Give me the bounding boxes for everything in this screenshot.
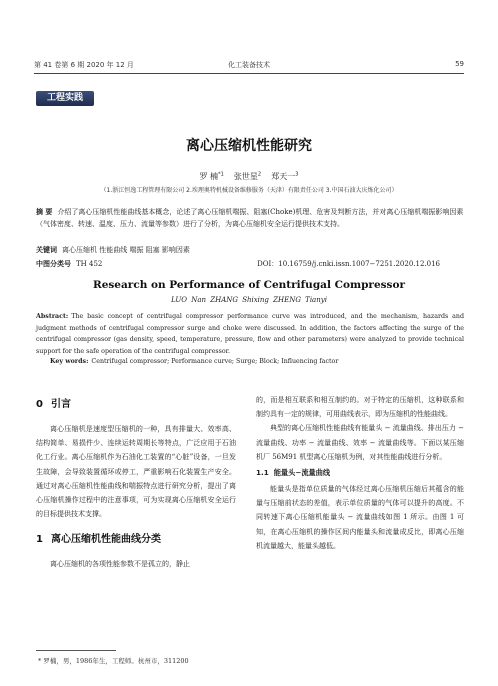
keywords-cn-label: 关键词 [36, 246, 57, 254]
abstract-en-text: The basic concept of centrifugal compressor performance curve was introduced, and the mechanism, hazards and judgment methods of centrifugal compressor surge and choke were discussed. In addition, the factors affecting the surge of the centrifugal compressor (gas density, speed, temperature, pressure, flow and other parameters) were analyzed to provide technical support for the safe operation of the centrifugal compressor. [36, 313, 464, 356]
affiliations: （1.浙江恒逸工程管理有限公司 2.埃理奥特机械设备维修服务（天津）有限责任公司 3.中国石油大庆炼化公司） [100, 187, 398, 194]
keywords-en-text: Centrifugal compressor; Performance curve; Surge; Block; Influencing factor [91, 358, 339, 365]
classification-label: 中图分类号 [36, 260, 71, 268]
authors-en: LUO Nan ZHANG Shixing ZHENG Tianyi [171, 296, 327, 304]
classification [36, 259, 464, 269]
doi: DOI：10.16759/j.cnki.issn.1007−7251.2020.12.016 [257, 260, 440, 268]
author-sup: 3 [295, 171, 299, 178]
author-name: 罗 楠 [199, 172, 219, 181]
keywords-en-label: Key words: [50, 358, 89, 365]
issue-info: 第 41 卷第 6 期 2020 年 12 月 [34, 61, 134, 69]
body-column-right [256, 393, 464, 553]
right-paragraph-2: 典型的离心压缩机性能曲线有能量头 − 流量曲线、排出压力 − 流量曲线、功率 − 流量曲线、效率 − 流量曲线等。下面以某压缩机厂 56M91 机型离心压缩机为例，对其性能曲线进行分析。 [256, 424, 464, 461]
abstract-en-label: Abstract: [36, 313, 69, 320]
right-paragraph-3: 能量头是指单位质量的气体经过离心压缩机压缩后其蕴含的能量与压缩前状态的差值，表示单位质量的气体可以提升的高度。不同转速下离心压缩机能量头 − 流量曲线如图 1 所示。由图 1 可知，在离心压缩机的操作区间内能量头和流量成反比，即离心压缩机流量越大，能量头越低。 [256, 485, 464, 550]
section1-paragraph: 离心压缩机的各项性能参数不是孤立的，静止 [50, 560, 190, 569]
footnote-rule [36, 650, 116, 651]
abstract-en [36, 311, 464, 358]
section-title: 引言 [50, 399, 71, 410]
page-number: 59 [455, 60, 464, 68]
section-number: 0 [36, 399, 43, 410]
classification-value: TH 452 [76, 260, 103, 268]
subsection-title: 能量头−流量曲线 [273, 468, 331, 478]
section-number: 1 [36, 534, 43, 546]
journal-name: 化工装备技术 [228, 61, 270, 69]
abstract-cn-text: 介绍了离心压缩机性能曲线基本概念，论述了离心压缩机喘振、阻塞(Choke)机理、危害及判断方法，并对离心压缩机喘振影响因素（气体密度、转速、温度、压力、流量等参数）进行了分析，为离心压缩机安全运行提供技术支持。 [36, 208, 464, 228]
subsection-heading-1-1 [256, 466, 464, 480]
section-heading-1 [36, 533, 236, 547]
article-title-en: Research on Performance of Centrifugal Compressor [92, 279, 405, 291]
keywords-cn-text: 离心压缩机 性能曲线 喘振 阻塞 影响因素 [62, 246, 190, 254]
column-badge: 工程实践 [36, 91, 94, 106]
keywords-cn [36, 245, 464, 255]
body-column-left [36, 398, 236, 572]
right-paragraph-1: 的，而是相互联系和相互制约的。对于特定的压缩机，这种联系和制约具有一定的规律，可用曲线表示，即为压缩机的性能曲线。 [256, 396, 464, 419]
authors-cn [0, 171, 498, 182]
author-name: 郑天一 [271, 172, 296, 181]
author-footnote: * 罗楠，男，1986年生，工程师。杭州市，311200 [38, 657, 189, 665]
article-title-cn: 离心压缩机性能研究 [186, 138, 312, 154]
section-title: 离心压缩机性能曲线分类 [50, 534, 161, 546]
author-sup: *1 [218, 171, 224, 178]
section-heading-intro [36, 398, 236, 412]
running-header [34, 60, 464, 72]
subsection-number: 1.1 [256, 468, 269, 478]
header-rule [34, 73, 464, 74]
abstract-cn-label: 摘 要 [36, 208, 53, 216]
intro-paragraph: 离心压缩机是速度型压缩机的一种，具有排量大、效率高、结构简单、易损件少、连续运转周期长等特点，广泛应用于石油化工行业。离心压缩机作为石油化工装置的“心脏”设备，一旦发生故障，会导致装置循环或停工，严重影响石化装置生产安全。通过对离心压缩机性能曲线和喘振特点进行研究分析，提出了离心压缩机操作过程中的注意事项，可为实现离心压缩机安全运行的目标提供技术支撑。 [36, 425, 236, 519]
author-name: 张世星 [233, 172, 258, 181]
author-sup: 2 [257, 171, 262, 178]
keywords-en [50, 358, 464, 365]
abstract-cn [36, 207, 464, 230]
